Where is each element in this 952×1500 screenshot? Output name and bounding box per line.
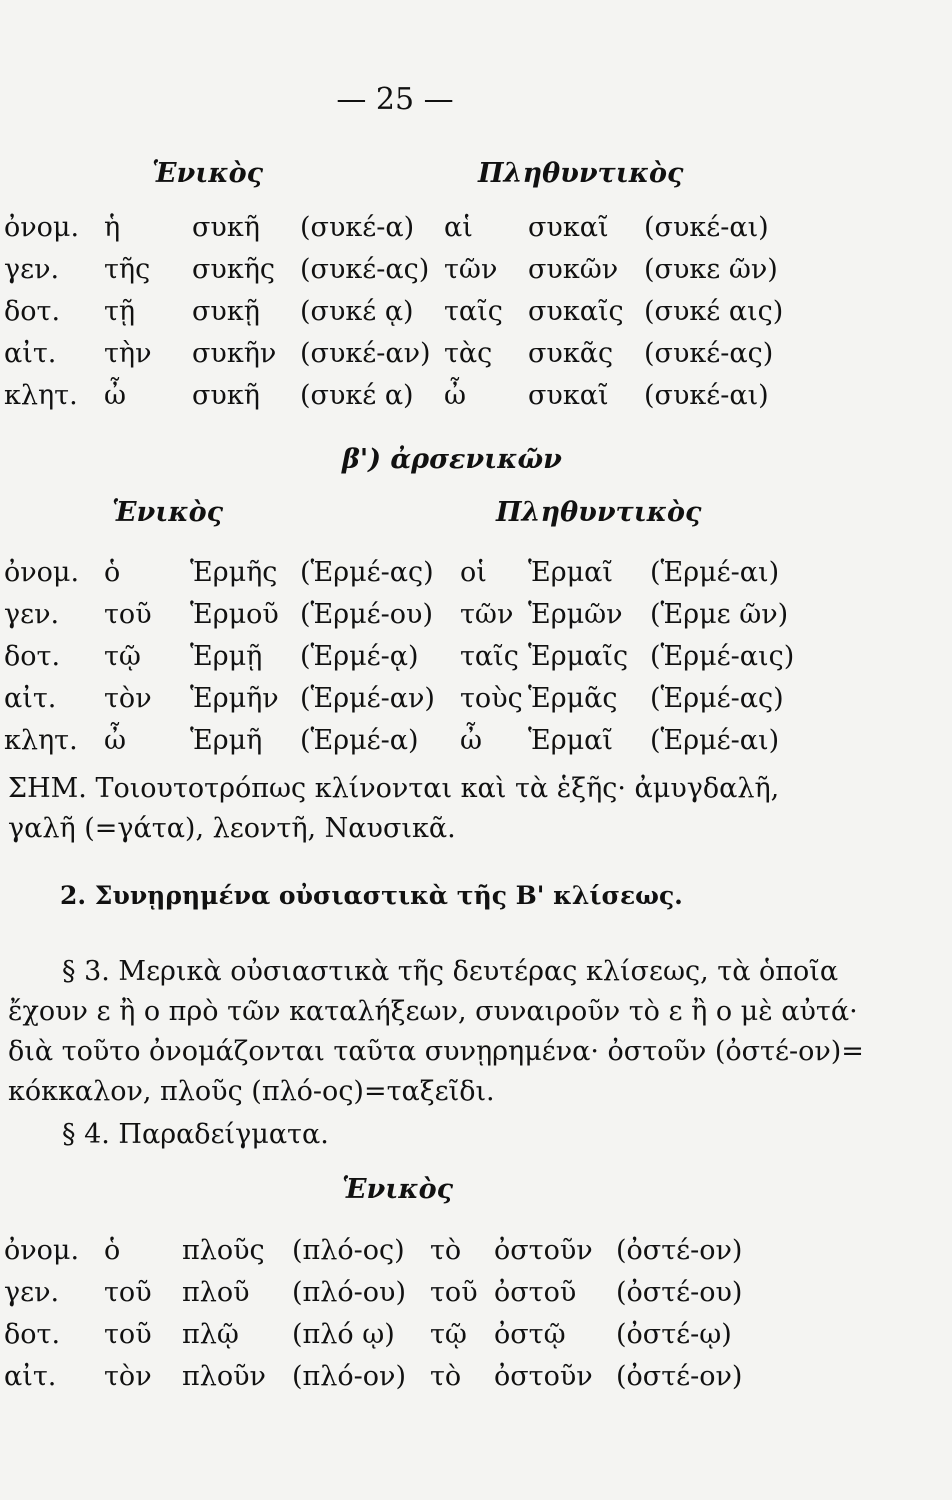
table-cell: οἱ: [460, 557, 487, 588]
table-cell: ὁ: [104, 1235, 121, 1266]
table-cell: τὸν: [104, 683, 152, 714]
table-cell: τῶν: [444, 254, 498, 285]
table-cell: γεν.: [4, 599, 60, 630]
table-row: [0, 1319, 952, 1359]
table-cell: συκῶν: [528, 254, 619, 285]
table-cell: (ὀστέ-ῳ): [616, 1319, 732, 1350]
table-cell: ὀνομ.: [4, 212, 80, 243]
table-cell: συκῆ: [192, 380, 260, 411]
table-cell: Ἑρμᾶς: [528, 683, 618, 714]
table-cell: πλοῦ: [182, 1277, 250, 1308]
table-row: [0, 599, 952, 639]
table-row: [0, 296, 952, 336]
table-cell: (Ἑρμέ-α): [300, 725, 419, 756]
table-cell: (πλό-ου): [292, 1277, 406, 1308]
singular-heading: Ἑνικὸς: [152, 158, 264, 189]
table-cell: κλητ.: [4, 725, 78, 756]
table-cell: πλοῦς: [182, 1235, 265, 1266]
table-cell: δοτ.: [4, 296, 61, 327]
table-cell: τῇ: [104, 296, 136, 327]
table-row: [0, 641, 952, 681]
table-cell: συκῆν: [192, 338, 277, 369]
table-cell: γεν.: [4, 1277, 60, 1308]
table-cell: ὦ: [104, 380, 127, 411]
note-line: γαλῆ (=γάτα), λεοντῆ, Ναυσικᾶ.: [8, 813, 456, 844]
table-cell: συκᾶς: [528, 338, 614, 369]
table-cell: δοτ.: [4, 641, 61, 672]
table-cell: ὀνομ.: [4, 1235, 80, 1266]
plural-heading: Πληθυντικὸς: [496, 497, 702, 528]
table-cell: (συκέ ᾳ): [300, 296, 414, 327]
table-cell: (συκέ-αι): [644, 380, 769, 411]
table-cell: ἡ: [104, 212, 121, 243]
table-cell: (συκέ α): [300, 380, 414, 411]
table-cell: ὦ: [460, 725, 483, 756]
table-cell: συκῇ: [192, 296, 260, 327]
table-cell: συκῆς: [192, 254, 276, 285]
table-row: [0, 683, 952, 723]
table-cell: (Ἑρμέ-αν): [300, 683, 435, 714]
table-cell: τοὺς: [460, 683, 523, 714]
table-cell: (Ἑρμε ῶν): [650, 599, 789, 630]
table-cell: (πλό ῳ): [292, 1319, 395, 1350]
table-cell: (πλό-ος): [292, 1235, 405, 1266]
table-cell: τῆς: [104, 254, 151, 285]
table-cell: Ἑρμαῖς: [528, 641, 629, 672]
table-cell: (Ἑρμέ-αι): [650, 725, 780, 756]
table-cell: τοῦ: [104, 1319, 152, 1350]
table-cell: τῷ: [430, 1319, 467, 1350]
paragraph-line: διὰ τοῦτο ὀνομάζονται ταῦτα συνῃρημένα· ὀστοῦν (ὀστέ-ον)=: [8, 1036, 864, 1067]
table-cell: (συκέ αις): [644, 296, 784, 327]
table-cell: αἱ: [444, 212, 473, 243]
table-row: [0, 1361, 952, 1401]
table-cell: (πλό-ον): [292, 1361, 406, 1392]
page-number: — 25 —: [336, 82, 454, 117]
table-cell: τῷ: [104, 641, 141, 672]
note-line: ΣΗΜ. Τοιουτοτρόπως κλίνονται καὶ τὰ ἑξῆς· ἀμυγδαλῆ,: [8, 773, 780, 804]
paragraph-line: κόκκαλον, πλοῦς (πλό-ος)=ταξεῖδι.: [8, 1076, 495, 1107]
table-row: [0, 254, 952, 294]
subheading-masculine: β') ἀρσενικῶν: [342, 444, 562, 475]
table-cell: Ἑρμοῦ: [190, 599, 279, 630]
table-cell: ὀστῷ: [494, 1319, 566, 1350]
singular-heading: Ἑνικὸς: [342, 1174, 454, 1205]
table-cell: τὸ: [430, 1235, 462, 1266]
table-cell: αἰτ.: [4, 338, 57, 369]
table-cell: Ἑρμαῖ: [528, 725, 613, 756]
table-cell: συκαῖς: [528, 296, 624, 327]
table-cell: (συκέ-αι): [644, 212, 769, 243]
table-row: [0, 557, 952, 597]
table-cell: αἰτ.: [4, 683, 57, 714]
table-cell: (συκέ-αν): [300, 338, 431, 369]
table-cell: κλητ.: [4, 380, 78, 411]
table-cell: δοτ.: [4, 1319, 61, 1350]
table-row: [0, 380, 952, 420]
singular-heading: Ἑνικὸς: [112, 497, 224, 528]
table-row: [0, 212, 952, 252]
table-cell: (ὀστέ-ον): [616, 1235, 743, 1266]
table-cell: ὦ: [444, 380, 467, 411]
table-cell: (ὀστέ-ου): [616, 1277, 743, 1308]
table-cell: ὀστοῦν: [494, 1235, 593, 1266]
table-cell: (Ἑρμέ-αις): [650, 641, 795, 672]
table-cell: (Ἑρμέ-ας): [650, 683, 784, 714]
section-heading: 2. Συνῃρημένα οὐσιαστικὰ τῆς Β' κλίσεως.: [60, 881, 683, 910]
table-cell: συκαῖ: [528, 380, 609, 411]
table-cell: τῶν: [460, 599, 514, 630]
table-cell: Ἑρμῆ: [190, 725, 263, 756]
paragraph-heading: § 4. Παραδείγματα.: [62, 1119, 329, 1150]
table-cell: ὀστοῦ: [494, 1277, 577, 1308]
table-cell: ὀνομ.: [4, 557, 80, 588]
table-row: [0, 725, 952, 765]
table-cell: τὸν: [104, 1361, 152, 1392]
table-cell: πλῷ: [182, 1319, 239, 1350]
table-row: [0, 1235, 952, 1275]
table-cell: γεν.: [4, 254, 60, 285]
table-cell: τοῦ: [430, 1277, 478, 1308]
table-cell: ὀστοῦν: [494, 1361, 593, 1392]
table-cell: Ἑρμῶν: [528, 599, 623, 630]
table-cell: συκαῖ: [528, 212, 609, 243]
table-row: [0, 1277, 952, 1317]
plural-heading: Πληθυντικὸς: [478, 158, 684, 189]
table-cell: τοῦ: [104, 599, 152, 630]
table-cell: (ὀστέ-ον): [616, 1361, 743, 1392]
table-row: [0, 338, 952, 378]
table-cell: συκῆ: [192, 212, 260, 243]
table-cell: (συκέ-ας): [300, 254, 430, 285]
table-cell: Ἑρμαῖ: [528, 557, 613, 588]
paragraph-line: ἔχουν ε ἢ ο πρὸ τῶν καταλήξεων, συναιροῦν τὸ ε ἢ ο μὲ αὐτά·: [8, 996, 858, 1027]
table-cell: πλοῦν: [182, 1361, 266, 1392]
table-cell: (συκε ῶν): [644, 254, 778, 285]
paragraph-line: § 3. Μερικὰ οὐσιαστικὰ τῆς δευτέρας κλίσεως, τὰ ὁποῖα: [62, 956, 839, 987]
table-cell: τὴν: [104, 338, 152, 369]
table-cell: ταῖς: [444, 296, 503, 327]
table-cell: τὰς: [444, 338, 493, 369]
table-cell: Ἑρμῆς: [190, 557, 278, 588]
table-cell: (Ἑρμέ-ας): [300, 557, 434, 588]
table-cell: ὁ: [104, 557, 121, 588]
table-cell: (Ἑρμέ-ου): [300, 599, 433, 630]
table-cell: αἰτ.: [4, 1361, 57, 1392]
table-cell: τὸ: [430, 1361, 462, 1392]
table-cell: (συκέ-ας): [644, 338, 774, 369]
table-cell: τοῦ: [104, 1277, 152, 1308]
table-cell: ὦ: [104, 725, 127, 756]
table-cell: Ἑρμῇ: [190, 641, 263, 672]
table-cell: (Ἑρμέ-αι): [650, 557, 780, 588]
table-cell: ταῖς: [460, 641, 519, 672]
table-cell: (Ἑρμέ-ᾳ): [300, 641, 419, 672]
table-cell: (συκέ-α): [300, 212, 415, 243]
table-cell: Ἑρμῆν: [190, 683, 279, 714]
